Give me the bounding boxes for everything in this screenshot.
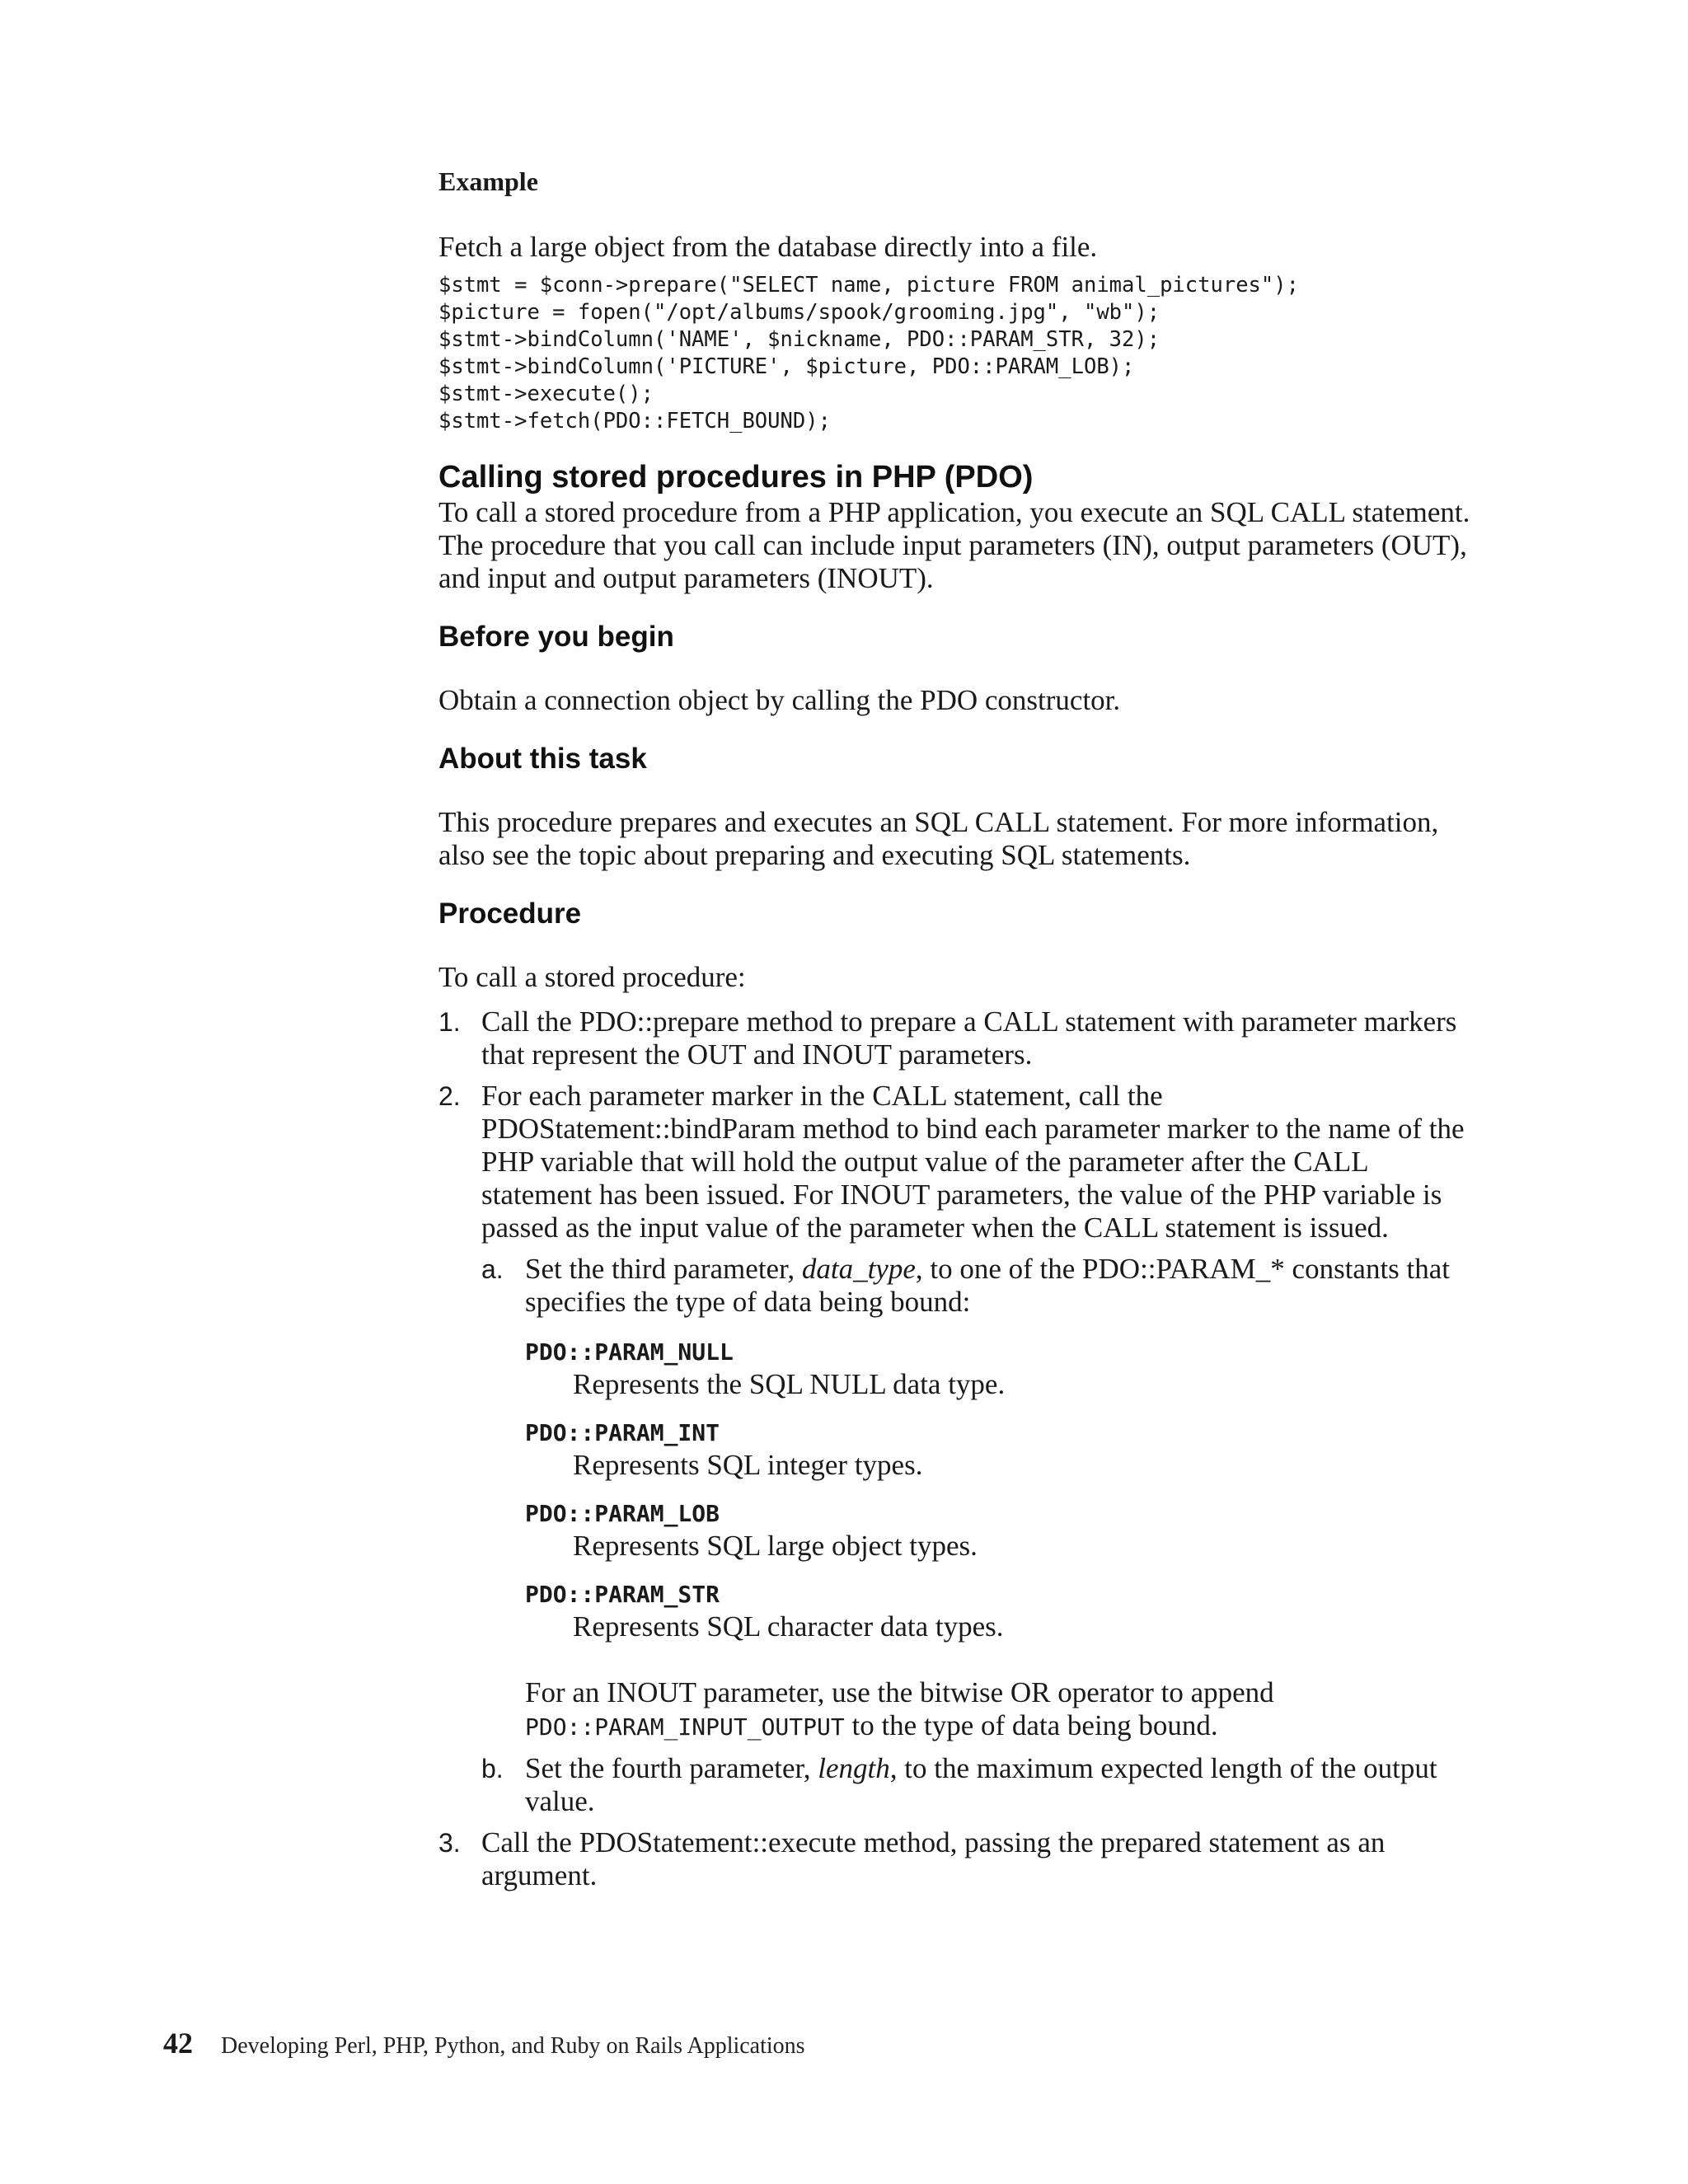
before-text: Obtain a connection object by calling the PDO constructor. bbox=[438, 684, 1121, 716]
substep-b-param-name: length bbox=[818, 1752, 890, 1784]
section-intro: To call a stored procedure from a PHP application, you execute an SQL CALL statement. The procedure that you call can include input parameters (IN), output parameters (OUT), and input and output parameters (INOUT). bbox=[438, 496, 1470, 594]
inout-note bbox=[525, 1676, 1477, 1744]
substep-a-text-start: Set the third parameter, bbox=[525, 1253, 802, 1285]
step-1 bbox=[438, 1005, 1477, 1071]
page-number: 42 bbox=[163, 2027, 193, 2060]
step-3-number: 3. bbox=[438, 1828, 461, 1858]
page-footer bbox=[163, 2026, 805, 2060]
step-3 bbox=[438, 1826, 1477, 1892]
substep-a bbox=[481, 1253, 1477, 1744]
constant-name: PDO::PARAM_LOB bbox=[525, 1500, 720, 1527]
substep-b bbox=[481, 1752, 1477, 1818]
page-content bbox=[438, 165, 1477, 1900]
constant-description: Represents SQL large object types. bbox=[573, 1530, 978, 1562]
step-2-number: 2. bbox=[438, 1081, 461, 1111]
example-label: Example bbox=[438, 166, 538, 196]
procedure-heading: Procedure bbox=[438, 898, 582, 930]
step-3-text: Call the PDOStatement::execute method, passing the prepared statement as an argument. bbox=[481, 1826, 1386, 1891]
step-2 bbox=[438, 1080, 1477, 1818]
about-text: This procedure prepares and executes an SQL CALL statement. For more information, also see the topic about preparing and executing SQL statements. bbox=[438, 806, 1439, 871]
constant-name: PDO::PARAM_STR bbox=[525, 1581, 720, 1608]
procedure-intro: To call a stored procedure: bbox=[438, 961, 746, 993]
substep-a-text-end: , to one of the PDO::PARAM_* constants that specifies the type of data being bound: bbox=[525, 1253, 1451, 1318]
procedure-steps bbox=[438, 1005, 1477, 1892]
constant-name: PDO::PARAM_INT bbox=[525, 1419, 720, 1446]
constant-description: Represents the SQL NULL data type. bbox=[573, 1368, 1006, 1400]
example-intro: Fetch a large object from the database directly into a file. bbox=[438, 231, 1098, 263]
inout-note-start: For an INOUT parameter, use the bitwise OR operator to append bbox=[525, 1676, 1274, 1708]
inout-constant: PDO::PARAM_INPUT_OUTPUT bbox=[525, 1713, 845, 1741]
book-title: Developing Perl, PHP, Python, and Ruby on Rails Applications bbox=[221, 2033, 805, 2059]
substep-b-text-end: , to the maximum expected length of the output value. bbox=[525, 1752, 1437, 1817]
constant-description: Represents SQL character data types. bbox=[573, 1610, 1004, 1643]
inout-note-end: to the type of data being bound. bbox=[844, 1709, 1218, 1741]
about-heading: About this task bbox=[438, 743, 647, 775]
constant-description: Represents SQL integer types. bbox=[573, 1449, 923, 1481]
code-block: $stmt = $conn->prepare("SELECT name, picture FROM animal_pictures"); $picture = fopen("/opt/albums/spook/grooming.jpg", "wb"); $stmt->bindColumn('NAME', $nickname, PDO::PARAM_STR, 32); $stmt->bindColumn('PICTURE', $picture, PDO::PARAM_LOB); $stmt->execute(); $stmt->fetch(PDO::FETCH_BOUND); bbox=[438, 273, 1299, 434]
substep-b-letter: b. bbox=[481, 1754, 504, 1783]
before-heading: Before you begin bbox=[438, 621, 674, 653]
step-2-text: For each parameter marker in the CALL statement, call the PDOStatement::bindParam method to bind each parameter marker to the name of the PHP variable that will hold the output value of the parameter after the CALL statement has been issued. For INOUT parameters, the value of the PHP variable is passed as the input value of the parameter when the CALL statement is issued. bbox=[481, 1080, 1465, 1244]
section-title: Calling stored procedures in PHP (PDO) bbox=[438, 460, 1034, 494]
step-1-text: Call the PDO::prepare method to prepare a CALL statement with parameter markers that represent the OUT and INOUT parameters. bbox=[481, 1005, 1457, 1071]
substep-a-param-name: data_type bbox=[801, 1253, 916, 1285]
substep-b-text-start: Set the fourth parameter, bbox=[525, 1752, 818, 1784]
param-constants-list bbox=[525, 1337, 1477, 1643]
step-1-number: 1. bbox=[438, 1007, 461, 1037]
constant-name: PDO::PARAM_NULL bbox=[525, 1338, 734, 1366]
substep-a-letter: a. bbox=[481, 1254, 504, 1284]
step-2-substeps bbox=[481, 1253, 1477, 1818]
